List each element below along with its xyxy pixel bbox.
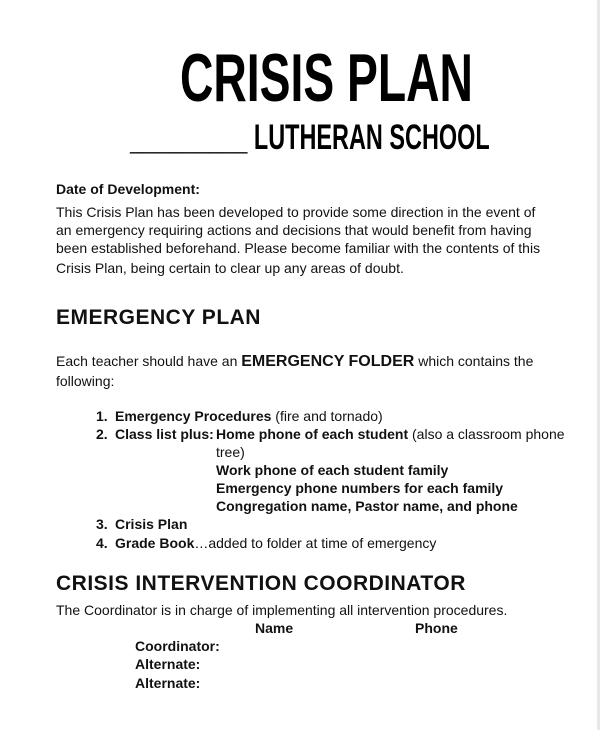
list-item	[96, 425, 214, 443]
item-title: Grade Book	[115, 535, 195, 551]
alternate-row-label: Alternate:	[135, 656, 201, 672]
intro-line: This Crisis Plan has been developed to provide some direction in the event of	[56, 204, 536, 220]
item-number: 4.	[96, 535, 108, 551]
item-number: 1.	[96, 408, 108, 424]
alternate-row-label: Alternate:	[135, 675, 201, 691]
intro-line: Crisis Plan, being certain to clear up any areas of doubt.	[56, 260, 404, 276]
list-item	[96, 407, 383, 425]
item-number: 3.	[96, 516, 108, 532]
item-number: 2.	[96, 426, 108, 442]
date-of-development-label: Date of Development:	[56, 181, 200, 197]
list-item	[96, 534, 436, 552]
folder-sentence-cont: following:	[56, 373, 115, 389]
item-title: Class list plus:	[115, 426, 214, 442]
text: which contains the	[414, 353, 534, 369]
text: Each teacher should have an	[56, 353, 242, 369]
sub-item-cont: tree)	[216, 444, 245, 460]
sub-item: Work phone of each student family	[216, 462, 449, 478]
item-title: Crisis Plan	[115, 516, 188, 532]
intro-line: been established beforehand. Please become familiar with the contents of this	[56, 240, 541, 256]
page-title: CRISIS PLAN	[180, 40, 473, 116]
list-item	[96, 515, 187, 533]
coordinator-row-label: Coordinator:	[135, 638, 220, 654]
item-title: Emergency Procedures	[115, 408, 272, 424]
emergency-plan-heading: EMERGENCY PLAN	[56, 306, 261, 329]
item-note: …added to folder at time of emergency	[194, 535, 437, 551]
sub-note: (also a classroom phone	[408, 426, 565, 442]
sub-item	[216, 425, 565, 443]
folder-sentence	[56, 352, 533, 371]
emergency-folder-emphasis: EMERGENCY FOLDER	[241, 353, 415, 370]
sub-title: Home phone of each student	[216, 426, 409, 442]
item-note: (fire and tornado)	[271, 408, 383, 424]
column-name: Name	[255, 620, 294, 636]
coordinator-description: The Coordinator is in charge of implementing all intervention procedures.	[56, 602, 508, 618]
coordinator-heading: CRISIS INTERVENTION COORDINATOR	[56, 572, 466, 595]
column-phone: Phone	[415, 620, 458, 636]
sub-item: Congregation name, Pastor name, and phone	[216, 498, 518, 514]
sub-item: Emergency phone numbers for each family	[216, 480, 504, 496]
school-name: _________ LUTHERAN SCHOOL	[130, 118, 490, 157]
intro-line: an emergency requiring actions and decisions that would benefit from having	[56, 222, 532, 238]
